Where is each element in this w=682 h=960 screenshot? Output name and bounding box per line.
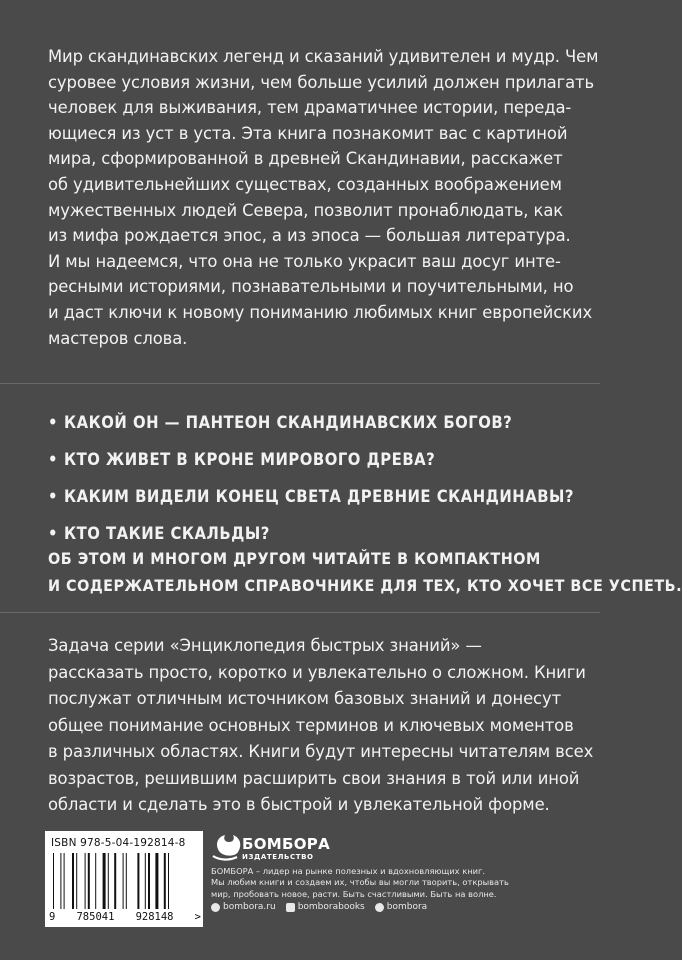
globe-icon bbox=[211, 903, 220, 912]
series-line: Задача серии «Энциклопедия быстрых знаний» — bbox=[48, 636, 482, 655]
series-line: области и сделать это в быстрой и увлекательной форме. bbox=[48, 795, 550, 814]
website-link[interactable] bbox=[211, 902, 276, 912]
isbn-label: ISBN 978-5-04-192814-8 bbox=[51, 837, 186, 849]
barcode-digits bbox=[49, 911, 201, 923]
intro-line: мужественных людей Севера, позволит пронаблюдать, как bbox=[48, 200, 564, 220]
intro-line: об удивительнейших существах, созданных воображением bbox=[48, 174, 562, 194]
question-text: КТО ЖИВЕТ В КРОНЕ МИРОВОГО ДРЕВА? bbox=[64, 450, 436, 469]
question-text: КТО ТАКИЕ СКАЛЬДЫ? bbox=[64, 524, 270, 543]
cta-line: ОБ ЭТОМ И МНОГОМ ДРУГОМ ЧИТАЙТЕ В КОМПАКТНОМ bbox=[48, 549, 541, 568]
bullet: • bbox=[48, 524, 58, 543]
series-line: рассказать просто, коротко и увлекательно о сложном. Книги bbox=[48, 662, 586, 682]
cta-line: И СОДЕРЖАТЕЛЬНОМ СПРАВОЧНИКЕ ДЛЯ ТЕХ, КТО ХОЧЕТ ВСЕ УСПЕТЬ. bbox=[48, 576, 682, 595]
publisher-subtitle: ИЗДАТЕЛЬСТВО bbox=[242, 853, 314, 861]
series-line: послужат отличным источником базовых знаний и донесут bbox=[48, 689, 562, 708]
blurb-line: Мы любим книги и создаем их, чтобы вы могли творить, открывать bbox=[211, 877, 509, 888]
question-item bbox=[48, 441, 568, 478]
question-text: КАКИМ ВИДЕЛИ КОНЕЦ СВЕТА ДРЕВНИЕ СКАНДИНАВЫ? bbox=[64, 487, 575, 506]
publisher-blurb bbox=[211, 866, 551, 900]
blurb-line: БОМБОРА – лидер на рынке полезных и вдохновляющих книг. bbox=[211, 866, 486, 876]
series-description bbox=[48, 633, 594, 819]
barcode-digit-group: > bbox=[194, 911, 201, 923]
question-item bbox=[48, 478, 575, 515]
question-item bbox=[48, 404, 568, 441]
intro-line: ющиеся из уст в уста. Эта книга познакомит вас с картиной bbox=[48, 123, 568, 143]
link-text: bomborabooks bbox=[297, 902, 365, 912]
barcode-digit-group: 9 bbox=[49, 911, 56, 923]
bullet: • bbox=[48, 413, 58, 432]
barcode-digit-group: 928148 bbox=[135, 911, 174, 923]
intro-paragraph bbox=[48, 44, 599, 351]
vk-link[interactable] bbox=[286, 902, 365, 912]
barcode bbox=[45, 831, 203, 927]
series-line: возрастов, решившим расширить свои знания в той или иной bbox=[48, 768, 580, 788]
question-text: КАКОЙ ОН — ПАНТЕОН СКАНДИНАВСКИХ БОГОВ? bbox=[64, 413, 513, 432]
intro-line: человек для выживания, тем драматичнее истории, переда- bbox=[48, 98, 572, 118]
intro-line: мастеров слова. bbox=[48, 328, 188, 348]
series-line: общее понимание основных терминов и ключевых моментов bbox=[48, 715, 574, 735]
intro-line: ресными историями, познавательными и поучительными, но bbox=[48, 277, 574, 297]
publisher-name: БОМБОРА bbox=[242, 835, 330, 853]
social-link[interactable] bbox=[375, 902, 427, 912]
intro-line: И мы надеемся, что она не только украсит ваш досуг инте- bbox=[48, 251, 561, 271]
bullet: • bbox=[48, 487, 58, 506]
intro-line: суровее условия жизни, чем больше усилий должен прилагать bbox=[48, 72, 595, 92]
divider bbox=[0, 612, 600, 613]
blurb-line: мир, пробовать новое, расти. Быть счастливыми. Быть на волне. bbox=[211, 888, 497, 899]
questions-list bbox=[48, 404, 575, 552]
intro-line: и даст ключи к новому пониманию любимых книг европейских bbox=[48, 302, 593, 322]
link-text: bombora bbox=[386, 902, 428, 912]
link-text: bombora.ru bbox=[223, 902, 276, 912]
publisher-links bbox=[211, 902, 427, 912]
call-to-action bbox=[48, 545, 682, 599]
intro-line: Мир скандинавских легенд и сказаний удивителен и мудр. Чем bbox=[48, 47, 599, 66]
barcode-digit-group: 785041 bbox=[76, 911, 115, 923]
divider bbox=[0, 383, 600, 384]
barcode-bars bbox=[51, 853, 197, 911]
telegram-icon bbox=[375, 903, 384, 912]
bullet: • bbox=[48, 450, 58, 469]
intro-line: из мифа рождается эпос, а из эпоса — большая литература. bbox=[48, 226, 571, 246]
vk-icon bbox=[286, 903, 295, 912]
series-line: в различных областях. Книги будут интересны читателям всех bbox=[48, 742, 594, 761]
intro-line: мира, сформированной в древней Скандинавии, расскажет bbox=[48, 149, 563, 169]
